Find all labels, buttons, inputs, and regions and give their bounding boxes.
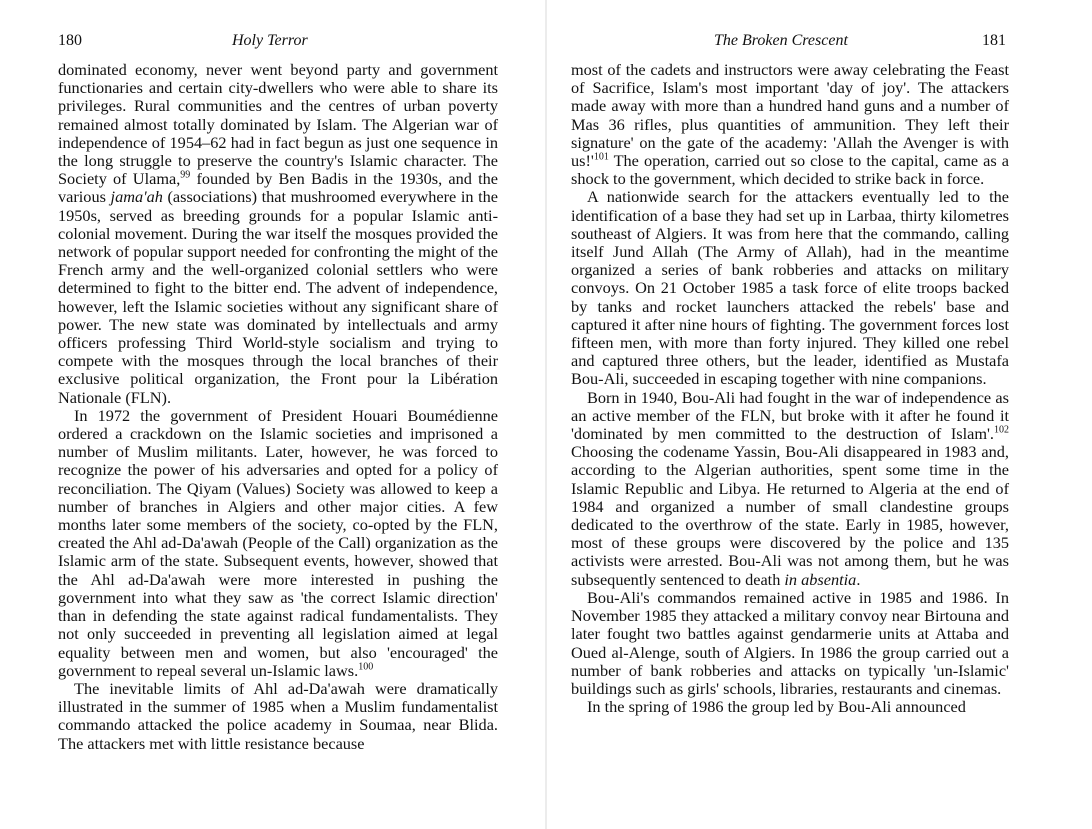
running-title-right: The Broken Crescent (714, 32, 848, 49)
paragraph-right-1 (571, 61, 1009, 188)
text-run: dominated economy, never went beyond party and government functionaries and certain city-dwellers who were able to share its privileges. Rural communities and the centres of urban poverty remained almost totally dominated by Islam. The Algerian war of independence of 1954–62 had in fact begun as just one sequence in the long struggle to preserve the country's Islamic character. The Society of Ulama, (58, 60, 498, 189)
paragraph-right-4: Bou-Ali's commandos remained active in 1985 and 1986. In November 1985 they attacked a military convoy near Birtouna and later fought two battles against gendarmerie units at Attaba and Oued al-Alenge, south of Algiers. In 1986 the group carried out a number of bank robberies and attacks on typically 'un-Islamic' buildings such as girls' schools, libraries, restaurants and cinemas. (571, 587, 1009, 698)
paragraph-left-2 (58, 407, 498, 680)
left-page-body (58, 61, 498, 753)
left-page-header (0, 32, 546, 56)
footnote-ref-101: 101 (593, 151, 609, 163)
paragraph-left-1 (58, 61, 498, 407)
text-run: most of the cadets and instructors were away celebrating the Feast of Sacrifice, Islam's most important 'day of joy'. The attackers made away with more than a hundred hand guns and a number of Mas 36 rifles, plus quantities of ammunition. They left their signature' on the gate of the academy: 'Allah the Avenger is with us!' (571, 60, 1009, 171)
text-run: . (856, 569, 861, 589)
paragraph-left-3: The inevitable limits of Ahl ad-Da'awah were dramatically illustrated in the summer of 1985 when a Muslim fundamentalist commando attacked the police academy in Soumaa, near Blida. The attackers met with little resistance because (58, 678, 498, 753)
page-number-left: 180 (58, 32, 82, 49)
footnote-ref-99: 99 (180, 169, 191, 181)
paragraph-right-3 (571, 389, 1009, 589)
text-run: In 1972 the government of President Houari Boumédienne ordered a crackdown on the Islamic societies and imprisoned a number of Muslim militants. Later, however, he was forced to recognize the power of his adversaries and opted for a policy of reconciliation. The Qiyam (Values) Society was allowed to keep a number of branches in Algiers and other major cities. A few months later some members of the society, co-opted by the FLN, created the Ahl ad-Da'awah (People of the Call) organization as the Islamic arm of the state. Subsequent events, however, showed that the Ahl ad-Da'awah were more interested in pushing the government into what they saw as 'the correct Islamic direction' than in defending the state against radical fundamentalists. They not only succeeded in preventing all legislation aimed at legal equality between men and women, but also 'encouraged' the government to repeal several un-Islamic laws. (58, 405, 498, 680)
footnote-ref-100: 100 (358, 661, 374, 673)
text-run: Choosing the codename Yassin, Bou-Ali disappeared in 1983 and, according to the Algerian authorities, spent some time in the Islamic Republic and Libya. He returned to Algeria at the end of 1984 and organized a number of small clandestine groups dedicated to the overthrow of the state. Early in 1985, however, most of these groups were discovered by the police and 135 activists were arrested. Bou-Ali was not among them, but he was subsequently sentenced to death (571, 442, 1009, 589)
italic-term: in absentia (784, 569, 857, 589)
text-run: founded by Ben Badis in the 1930s, and the various (58, 169, 498, 207)
page-number-right: 181 (982, 32, 1006, 49)
paragraph-right-2: A nationwide search for the attackers eventually led to the identification of a base they had set up in Larbaa, thirty kilometres southeast of Algiers. It was from here that the commando, calling itself Jund Allah (The Army of Allah), had in the meantime organized a series of bank robberies and attacks on military convoys. On 21 October 1985 a task force of elite troops backed by tanks and rocket launchers attacked the rebels' base and captured it after nine hours of fighting. The government forces lost fifteen men, with more than forty injured. They killed one rebel and captured three others, but the leader, identified as Mustafa Bou-Ali, succeeded in escaping together with nine companions. (571, 187, 1009, 389)
running-title-left: Holy Terror (232, 32, 308, 49)
text-run: Born in 1940, Bou-Ali had fought in the war of independence as an active member of the FLN, but broke with it after he found it 'dominated by men committed to the destruction of Islam'. (571, 387, 1009, 444)
right-page-body (571, 61, 1009, 716)
text-run: The operation, carried out so close to the capital, came as a shock to the government, which decided to strike back in force. (571, 151, 1009, 189)
text-run: (associations) that mushroomed everywhere in the 1950s, served as breeding grounds for a popular Islamic anti-colonial movement. During the war itself the mosques provided the network of popular support needed for confronting the might of the French army and the well-organized colonial settlers who were determined to fight to the bitter end. The advent of independence, however, left the Islamic societies without any significant share of power. The new state was dominated by intellectuals and army officers professing Third World-style socialism and trying to compete with the mosques through the local branches of their exclusive political organization, the Front pour la Libération Nationale (FLN). (58, 187, 499, 407)
paragraph-right-5: In the spring of 1986 the group led by Bou-Ali announced (587, 697, 966, 717)
italic-term: jama'ah (110, 187, 163, 207)
right-page (546, 0, 1092, 829)
footnote-ref-102: 102 (994, 424, 1009, 436)
right-page-header (546, 32, 1092, 56)
